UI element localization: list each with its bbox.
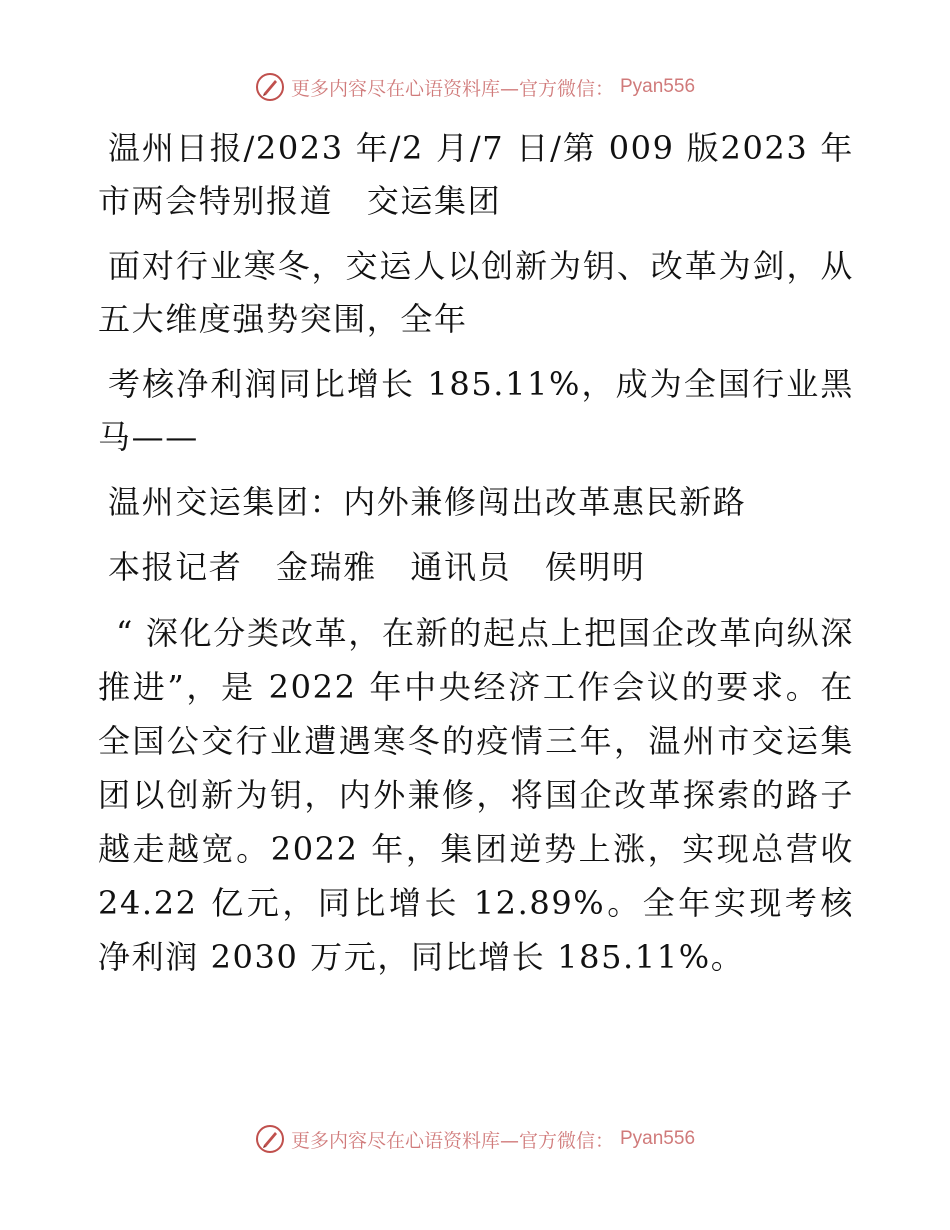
watermark-wechat-id: Pyan556	[620, 1128, 696, 1149]
watermark-text: 更多内容尽在心语资料库—官方微信：	[290, 77, 614, 100]
header-line: 温州日报/2023 年/2 月/7 日/第 009 版2023 年市两会特别报道 交运集团	[98, 129, 854, 220]
subhead-1: 面对行业寒冬，交运人以创新为钥、改革为剑，从五大维度强势突围，全年	[98, 247, 854, 338]
watermark-bottom	[0, 1124, 950, 1154]
watermark-text: 更多内容尽在心语资料库—官方微信：	[290, 1129, 614, 1152]
article-title: 温州交运集团：内外兼修闯出改革惠民新路	[108, 483, 747, 521]
watermark-top	[0, 72, 950, 102]
body-paragraph: “ 深化分类改革，在新的起点上把国企改革向纵深推进”，是 2022 年中央经济工作会议的要求。在全国公交行业遭遇寒冬的疫情三年，温州市交运集团以创新为钥，内外兼修，将国企改革探索的路子越走越宽。2022 年，集团逆势上涨，实现总营收 24.22 亿元，同比增长 12.89%。全年实现考核净利润 2030 万元，同比增长 185.11%。	[98, 614, 854, 976]
subhead-2: 考核净利润同比增长 185.11%，成为全国行业黑马——	[98, 365, 854, 456]
quill-pen-icon	[255, 72, 285, 102]
document-body	[98, 122, 854, 984]
watermark-wechat-id: Pyan556	[620, 76, 696, 97]
quill-pen-icon	[255, 1124, 285, 1154]
byline: 本报记者 金瑞雅 通讯员 侯明明	[108, 548, 646, 586]
